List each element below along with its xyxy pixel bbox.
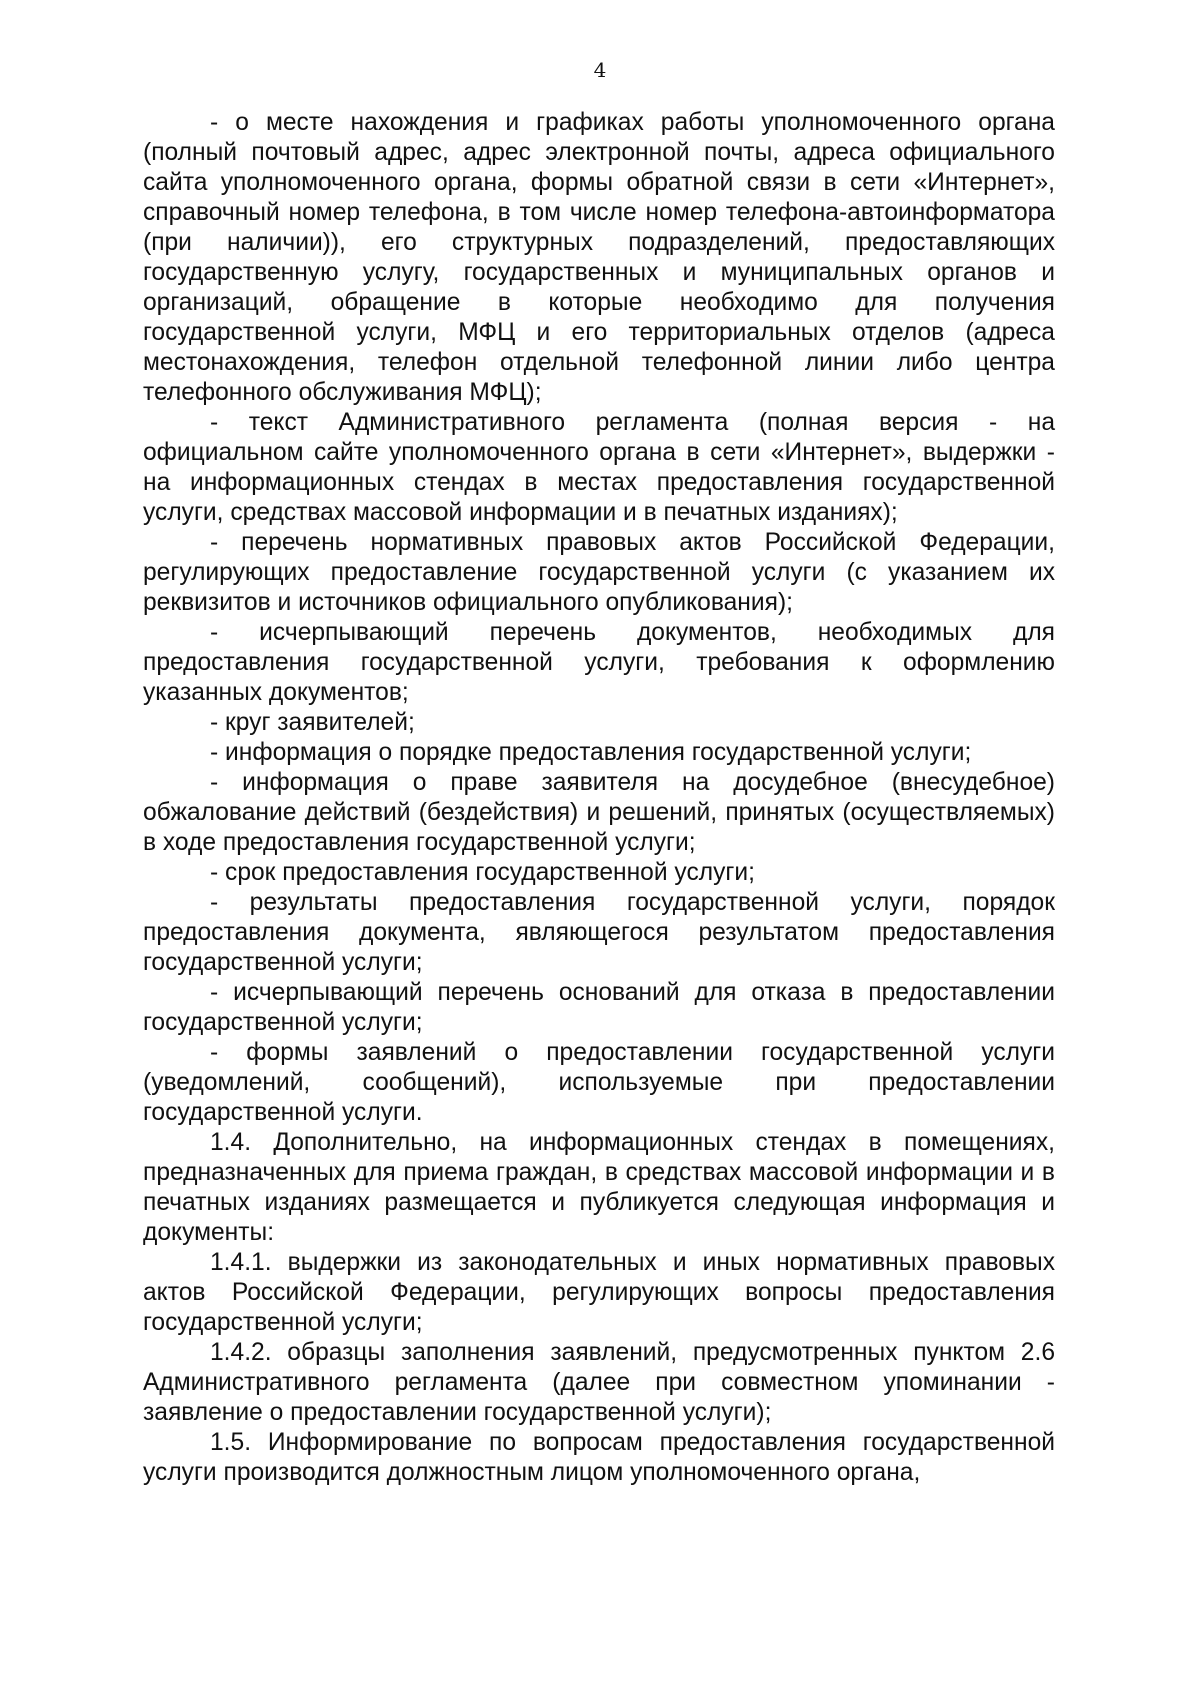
paragraph-legal-acts-list: - перечень нормативных правовых актов Российской Федерации, регулирующих предоставление государственной услуги (с указанием их реквизитов и источников официального опубликования);	[143, 529, 1055, 616]
paragraph-refusal-grounds: - исчерпывающий перечень оснований для отказа в предоставлении государственной услуги;	[143, 979, 1055, 1036]
paragraph-section-1-4-2: 1.4.2. образцы заполнения заявлений, предусмотренных пунктом 2.6 Административного регламента (далее при совместном упоминании - заявление о предоставлении государственной услуги);	[143, 1339, 1055, 1426]
paragraph-appeal-rights: - информация о праве заявителя на досудебное (внесудебное) обжалование действий (бездействия) и решений, принятых (осуществляемых) в ходе предоставления государственной услуги;	[143, 769, 1055, 856]
page-number: 4	[593, 58, 607, 82]
paragraph-documents-list: - исчерпывающий перечень документов, необходимых для предоставления государственной услуги, требования к оформлению указанных документов;	[143, 619, 1055, 706]
paragraph-application-forms: - формы заявлений о предоставлении государственной услуги (уведомлений, сообщений), используемые при предоставлении государственной услуги.	[143, 1039, 1055, 1126]
paragraph-location-schedule: - о месте нахождения и графиках работы уполномоченного органа (полный почтовый адрес, адрес электронной почты, адреса официального сайта уполномоченного органа, формы обратной связи в сети «Интернет», справочный номер телефона, в том числе номер телефона-автоинформатора (при наличии)), его структурных подразделений, предоставляющих государственную услугу, государственных и муниципальных органов и организаций, обращение в которые необходимо для получения государственной услуги, МФЦ и его территориальных отделов (адреса местонахождения, телефон отдельной телефонной линии либо центра телефонного обслуживания МФЦ);	[143, 109, 1055, 406]
paragraph-section-1-4: 1.4. Дополнительно, на информационных стендах в помещениях, предназначенных для приема граждан, в средствах массовой информации и в печатных изданиях размещается и публикуется следующая информация и документы:	[143, 1129, 1055, 1246]
document-body	[143, 108, 1055, 1488]
paragraph-applicants: - круг заявителей;	[210, 709, 415, 736]
paragraph-regulation-text: - текст Административного регламента (полная версия - на официальном сайте уполномоченного органа в сети «Интернет», выдержки - на информационных стендах в местах предоставления государственной услуги, средствах массовой информации и в печатных изданиях);	[143, 409, 1055, 526]
paragraph-procedure-info: - информация о порядке предоставления государственной услуги;	[210, 739, 972, 766]
paragraph-service-term: - срок предоставления государственной услуги;	[210, 859, 755, 886]
paragraph-section-1-5: 1.5. Информирование по вопросам предоставления государственной услуги производится должностным лицом уполномоченного органа,	[143, 1429, 1055, 1486]
paragraph-service-results: - результаты предоставления государственной услуги, порядок предоставления документа, являющегося результатом предоставления государственной услуги;	[143, 889, 1055, 976]
paragraph-section-1-4-1: 1.4.1. выдержки из законодательных и иных нормативных правовых актов Российской Федерации, регулирующих вопросы предоставления государственной услуги;	[143, 1249, 1055, 1336]
